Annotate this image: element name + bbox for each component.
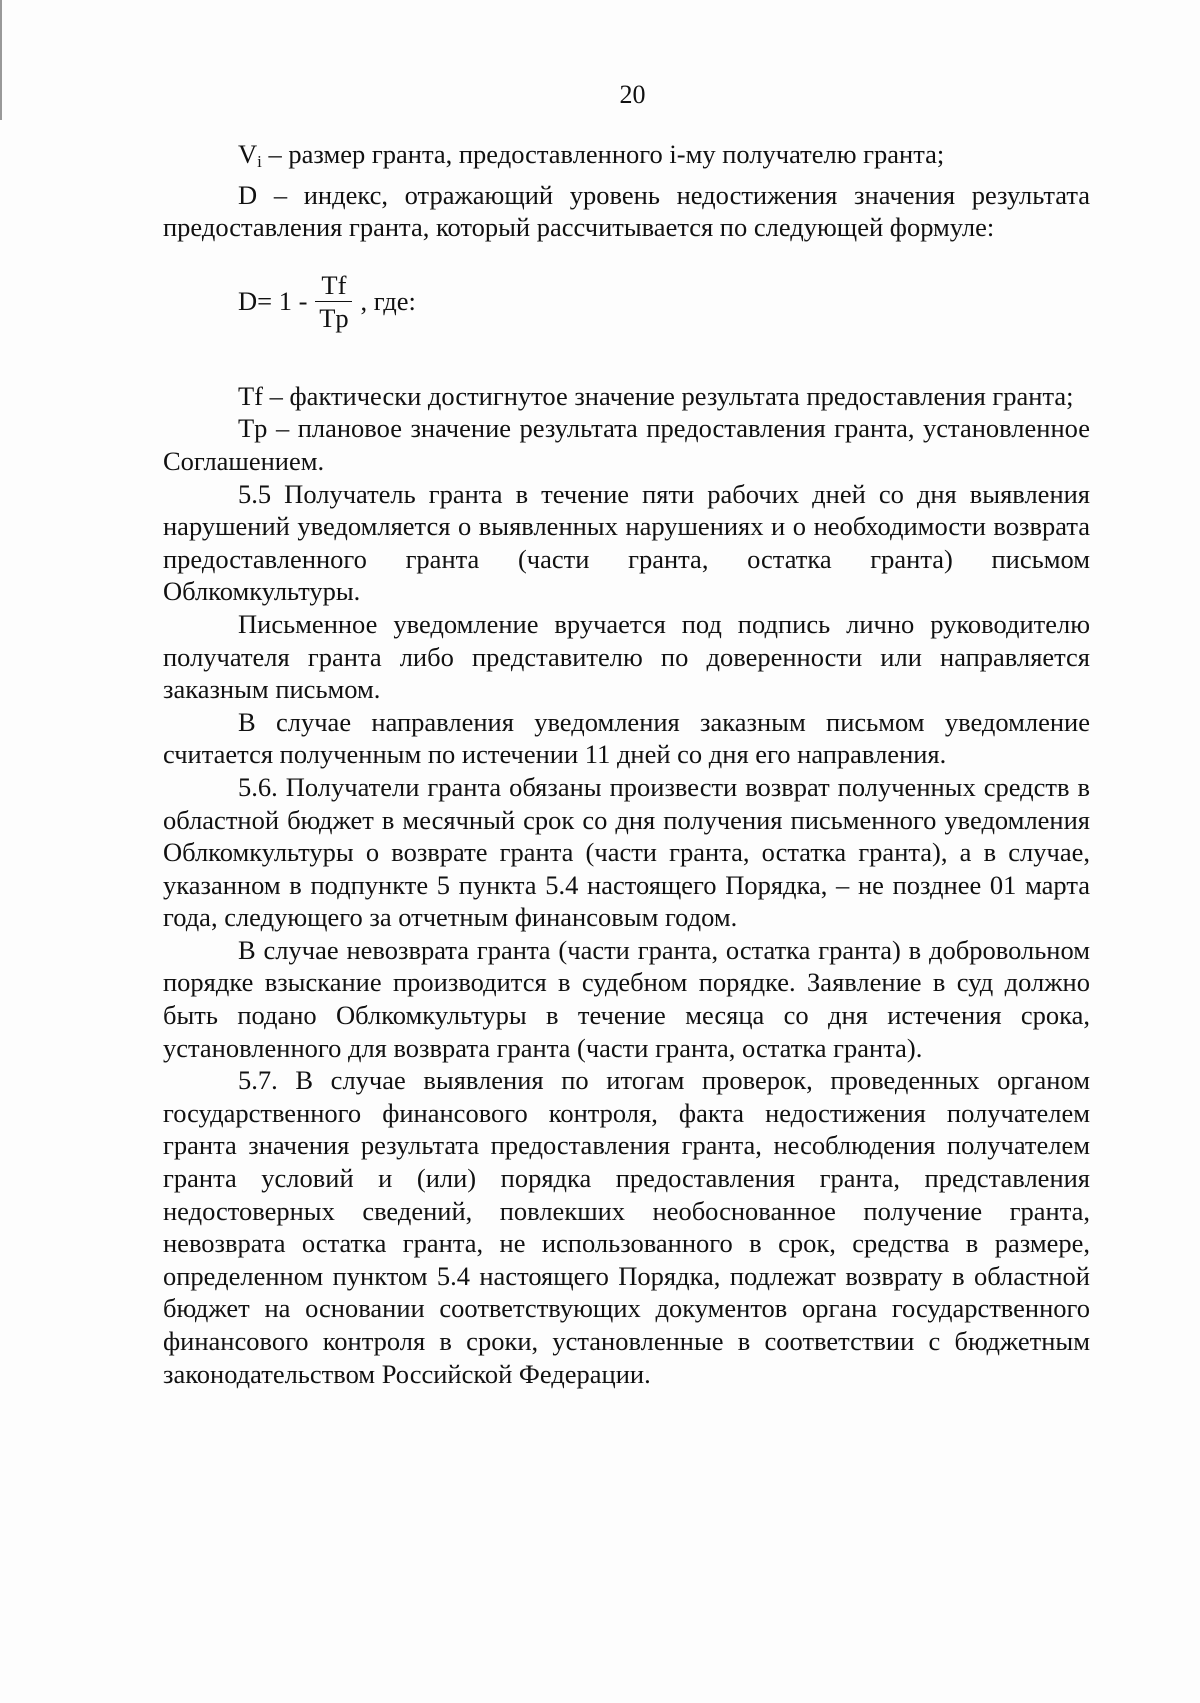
paragraph-notice: Письменное уведомление вручается под подпись лично руководителю получателя гранта либо представителю по доверенности или направляется заказным письмом.: [163, 608, 1090, 705]
vi-text: – размер гранта, предоставленного i-му получателю гранта;: [261, 139, 945, 169]
formula-denominator: Tp: [319, 303, 349, 334]
vi-definition: [163, 138, 1090, 179]
paragraph-tf: Tf – фактически достигнутое значение результата предоставления гранта;: [238, 380, 1074, 411]
d-definition: D – индекс, отражающий уровень недостижения значения результата предоставления гранта, который рассчитывается по следующей формуле:: [163, 179, 1090, 243]
formula-left: D= 1 -: [238, 286, 308, 317]
formula: [238, 262, 1090, 342]
paragraph-registered-mail: В случае направления уведомления заказным письмом уведомление считается полученным по истечении 11 дней со дня его направления.: [163, 706, 1090, 770]
paragraph-non-return: В случае невозврата гранта (части гранта, остатка гранта) в добровольном порядке взыскание производится в судебном порядке. Заявление в суд должно быть подано Облкомкультуры в течение месяца со дня истечения срока, установленного для возврата гранта (части гранта, остатка гранта).: [163, 934, 1090, 1063]
paragraph-5-6: 5.6. Получатели гранта обязаны произвести возврат полученных средств в областной бюджет в месячный срок со дня получения письменного уведомления Облкомкультуры о возврате гранта (части гранта, остатка гранта), а в случае, указанном в подпункте 5 пункта 5.4 настоящего Порядка, – не позднее 01 марта года, следующего за отчетным финансовым годом.: [163, 771, 1090, 933]
vi-subscript: i: [257, 152, 262, 171]
formula-suffix: , где:: [360, 286, 416, 317]
page-number: 20: [619, 80, 646, 109]
document-body: [163, 138, 1090, 1390]
formula-fraction: [315, 270, 352, 333]
paragraph-5-5: 5.5 Получатель гранта в течение пяти рабочих дней со дня выявления нарушений уведомляется о выявленных нарушениях и о необходимости возврата предоставленного гранта (части гранта, остатка гранта) письмом Облкомкультуры.: [163, 478, 1090, 607]
vi-symbol: V: [238, 139, 258, 169]
paragraph-5-7: 5.7. В случае выявления по итогам проверок, проведенных органом государственного финансового контроля, факта недостижения получателем гранта значения результата предоставления гранта, несоблюдения получателем гранта условий и (или) порядка предоставления гранта, представления недостоверных сведений, повлекших необоснованное получение гранта, невозврата остатка гранта, не использованного в срок, средства в размере, определенном пунктом 5.4 настоящего Порядка, подлежат возврату в областной бюджет на основании соответствующих документов органа государственного финансового контроля в сроки, установленные в соответствии с бюджетным законодательством Российской Федерации.: [163, 1065, 1090, 1389]
paragraph-tp: Tp – плановое значение результата предоставления гранта, установленное Соглашением.: [163, 413, 1090, 476]
formula-numerator: Tf: [315, 270, 352, 302]
